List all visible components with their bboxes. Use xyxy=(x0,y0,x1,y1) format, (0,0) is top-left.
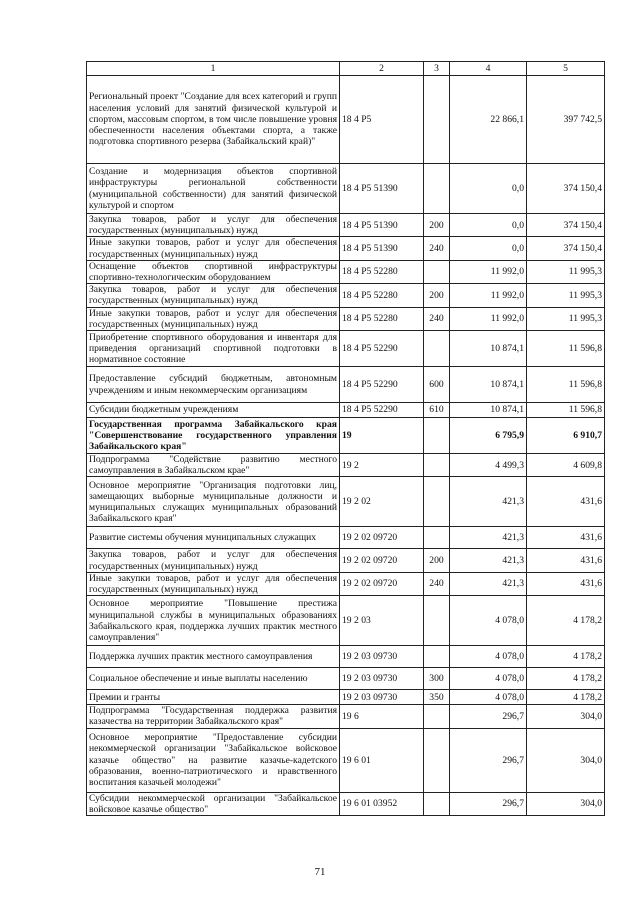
row-expense-type-cell xyxy=(424,477,450,527)
row-code-cell: 19 6 xyxy=(340,705,424,728)
row-expense-type-cell xyxy=(424,260,450,283)
row-name-cell: Развитие системы обучения муниципальных служащих xyxy=(87,527,340,549)
row-expense-type-cell: 240 xyxy=(424,237,450,260)
row-value-year2-cell: 397 742,5 xyxy=(527,76,605,164)
row-expense-type-cell xyxy=(424,454,450,477)
row-value-year1-cell: 421,3 xyxy=(450,527,527,549)
row-name-cell: Приобретение спортивного оборудования и инвентаря для приведения организаций спортивной подготовки в нормативное состояние xyxy=(87,331,340,367)
table-header xyxy=(87,62,605,76)
row-value-year1-cell: 22 866,1 xyxy=(450,76,527,164)
table-row xyxy=(87,367,605,403)
header-row xyxy=(87,62,605,76)
row-value-year1-cell: 0,0 xyxy=(450,214,527,237)
row-value-year1-cell: 10 874,1 xyxy=(450,403,527,418)
row-value-year2-cell: 4 178,2 xyxy=(527,690,605,705)
table-row xyxy=(87,307,605,330)
column-number-3: 3 xyxy=(424,62,450,76)
row-name-cell: Основное мероприятие "Предоставление субсидии некоммерческой организации "Забайкальское войсковое казачье общество" на развитие казачье-кадетского образования, военно-патриотического и нравственного воспитания казачьей молодежи" xyxy=(87,728,340,792)
table-row xyxy=(87,260,605,283)
row-value-year1-cell: 11 992,0 xyxy=(450,260,527,283)
row-value-year2-cell: 11 596,8 xyxy=(527,367,605,403)
table-row xyxy=(87,705,605,728)
row-code-cell: 18 4 P5 52280 xyxy=(340,307,424,330)
row-value-year2-cell: 431,6 xyxy=(527,527,605,549)
row-value-year2-cell: 11 596,8 xyxy=(527,331,605,367)
row-name-cell: Подпрограмма "Содействие развитию местного самоуправления в Забайкальском крае" xyxy=(87,454,340,477)
row-expense-type-cell xyxy=(424,331,450,367)
row-name-cell: Иные закупки товаров, работ и услуг для обеспечения государственных (муниципальных) нужд xyxy=(87,307,340,330)
row-expense-type-cell: 600 xyxy=(424,367,450,403)
row-code-cell: 19 6 01 03952 xyxy=(340,792,424,815)
row-name-cell: Основное мероприятие "Повышение престижа муниципальной службы в муниципальных образованиях Забайкальского края, поддержка лучших практик местного самоуправления" xyxy=(87,596,340,646)
row-code-cell: 18 4 P5 52280 xyxy=(340,284,424,307)
row-name-cell: Подпрограмма "Государственная поддержка развития казачества на территории Забайкальского края" xyxy=(87,705,340,728)
column-number-2: 2 xyxy=(340,62,424,76)
row-value-year1-cell: 0,0 xyxy=(450,164,527,214)
row-expense-type-cell: 350 xyxy=(424,690,450,705)
row-value-year1-cell: 4 078,0 xyxy=(450,596,527,646)
row-code-cell: 19 2 03 09730 xyxy=(340,690,424,705)
row-code-cell: 19 2 03 09730 xyxy=(340,668,424,690)
row-value-year1-cell: 296,7 xyxy=(450,705,527,728)
row-code-cell: 19 6 01 xyxy=(340,728,424,792)
row-expense-type-cell: 240 xyxy=(424,572,450,595)
row-value-year2-cell: 4 178,2 xyxy=(527,646,605,668)
row-expense-type-cell xyxy=(424,527,450,549)
budget-table xyxy=(86,61,605,816)
row-value-year2-cell: 4 178,2 xyxy=(527,668,605,690)
row-value-year1-cell: 0,0 xyxy=(450,237,527,260)
row-expense-type-cell xyxy=(424,596,450,646)
row-code-cell: 18 4 P5 51390 xyxy=(340,164,424,214)
row-code-cell: 18 4 P5 52290 xyxy=(340,331,424,367)
row-name-cell: Закупка товаров, работ и услуг для обеспечения государственных (муниципальных) нужд xyxy=(87,284,340,307)
row-code-cell: 19 xyxy=(340,418,424,454)
row-value-year1-cell: 296,7 xyxy=(450,728,527,792)
table-row xyxy=(87,668,605,690)
row-value-year2-cell: 11 995,3 xyxy=(527,307,605,330)
row-value-year1-cell: 4 078,0 xyxy=(450,668,527,690)
row-name-cell: Создание и модернизация объектов спортивной инфраструктуры региональной собственности (муниципальной собственности) для занятий физической культурой и спортом xyxy=(87,164,340,214)
row-code-cell: 18 4 P5 52290 xyxy=(340,367,424,403)
row-expense-type-cell xyxy=(424,418,450,454)
row-expense-type-cell xyxy=(424,164,450,214)
table-row xyxy=(87,728,605,792)
row-value-year1-cell: 296,7 xyxy=(450,792,527,815)
table-row xyxy=(87,596,605,646)
row-expense-type-cell: 240 xyxy=(424,307,450,330)
row-name-cell: Иные закупки товаров, работ и услуг для обеспечения государственных (муниципальных) нужд xyxy=(87,572,340,595)
column-number-5: 5 xyxy=(527,62,605,76)
column-number-4: 4 xyxy=(450,62,527,76)
row-code-cell: 19 2 02 09720 xyxy=(340,572,424,595)
row-expense-type-cell xyxy=(424,728,450,792)
row-value-year1-cell: 10 874,1 xyxy=(450,367,527,403)
table-row xyxy=(87,549,605,572)
table-row xyxy=(87,477,605,527)
row-expense-type-cell: 200 xyxy=(424,549,450,572)
row-value-year2-cell: 4 178,2 xyxy=(527,596,605,646)
row-value-year1-cell: 421,3 xyxy=(450,549,527,572)
table-row xyxy=(87,690,605,705)
row-expense-type-cell: 610 xyxy=(424,403,450,418)
row-value-year1-cell: 4 078,0 xyxy=(450,690,527,705)
table-row xyxy=(87,527,605,549)
row-value-year2-cell: 304,0 xyxy=(527,705,605,728)
table-row xyxy=(87,792,605,815)
page-number: 71 xyxy=(314,866,326,878)
row-value-year2-cell: 431,6 xyxy=(527,549,605,572)
row-name-cell: Предоставление субсидий бюджетным, автономным учреждениям и иным некоммерческим организациям xyxy=(87,367,340,403)
row-value-year2-cell: 11 995,3 xyxy=(527,260,605,283)
table-row xyxy=(87,214,605,237)
row-name-cell: Государственная программа Забайкальского края "Совершенствование государственного управления Забайкальского края" xyxy=(87,418,340,454)
column-number-1: 1 xyxy=(87,62,340,76)
table-row xyxy=(87,572,605,595)
row-value-year2-cell: 431,6 xyxy=(527,572,605,595)
table-row xyxy=(87,454,605,477)
row-code-cell: 18 4 P5 51390 xyxy=(340,214,424,237)
row-name-cell: Закупка товаров, работ и услуг для обеспечения государственных (муниципальных) нужд xyxy=(87,214,340,237)
row-name-cell: Премии и гранты xyxy=(87,690,340,705)
row-name-cell: Поддержка лучших практик местного самоуправления xyxy=(87,646,340,668)
row-value-year1-cell: 4 499,3 xyxy=(450,454,527,477)
row-value-year1-cell: 11 992,0 xyxy=(450,307,527,330)
row-value-year1-cell: 421,3 xyxy=(450,572,527,595)
table-row xyxy=(87,164,605,214)
row-name-cell: Оснащение объектов спортивной инфраструктуры спортивно-технологическим оборудованием xyxy=(87,260,340,283)
row-name-cell: Закупка товаров, работ и услуг для обеспечения государственных (муниципальных) нужд xyxy=(87,549,340,572)
row-name-cell: Региональный проект "Создание для всех категорий и групп населения условий для занятий физической культурой и спортом, массовым спортом, в том числе повышение уровня обеспеченности населения объектами спорта, а также подготовка спортивного резерва (Забайкальский край)" xyxy=(87,76,340,164)
table-row xyxy=(87,331,605,367)
row-name-cell: Субсидии некоммерческой организации "Забайкальское войсковое казачье общество" xyxy=(87,792,340,815)
row-name-cell: Субсидии бюджетным учреждениям xyxy=(87,403,340,418)
row-expense-type-cell xyxy=(424,646,450,668)
row-value-year1-cell: 11 992,0 xyxy=(450,284,527,307)
row-name-cell: Социальное обеспечение и иные выплаты населению xyxy=(87,668,340,690)
row-code-cell: 19 2 xyxy=(340,454,424,477)
table-row xyxy=(87,403,605,418)
row-value-year2-cell: 6 910,7 xyxy=(527,418,605,454)
row-code-cell: 19 2 02 09720 xyxy=(340,549,424,572)
row-expense-type-cell: 200 xyxy=(424,284,450,307)
row-code-cell: 18 4 P5 52290 xyxy=(340,403,424,418)
row-code-cell: 19 2 03 09730 xyxy=(340,646,424,668)
row-code-cell: 18 4 P5 52280 xyxy=(340,260,424,283)
row-expense-type-cell: 300 xyxy=(424,668,450,690)
row-expense-type-cell xyxy=(424,705,450,728)
row-value-year2-cell: 11 995,3 xyxy=(527,284,605,307)
row-name-cell: Иные закупки товаров, работ и услуг для обеспечения государственных (муниципальных) нужд xyxy=(87,237,340,260)
table-row xyxy=(87,76,605,164)
table-row xyxy=(87,646,605,668)
table-row xyxy=(87,284,605,307)
row-value-year1-cell: 421,3 xyxy=(450,477,527,527)
row-value-year1-cell: 10 874,1 xyxy=(450,331,527,367)
row-value-year2-cell: 374 150,4 xyxy=(527,214,605,237)
row-expense-type-cell: 200 xyxy=(424,214,450,237)
row-value-year1-cell: 6 795,9 xyxy=(450,418,527,454)
table-body xyxy=(87,76,605,816)
row-name-cell: Основное мероприятие "Организация подготовки лиц, замещающих выборные муниципальные должности и муниципальных служащих муниципальных образований Забайкальского края" xyxy=(87,477,340,527)
table-row xyxy=(87,418,605,454)
row-value-year2-cell: 11 596,8 xyxy=(527,403,605,418)
row-code-cell: 19 2 02 xyxy=(340,477,424,527)
row-value-year1-cell: 4 078,0 xyxy=(450,646,527,668)
row-value-year2-cell: 374 150,4 xyxy=(527,164,605,214)
row-code-cell: 18 4 P5 51390 xyxy=(340,237,424,260)
row-value-year2-cell: 374 150,4 xyxy=(527,237,605,260)
table-row xyxy=(87,237,605,260)
row-value-year2-cell: 304,0 xyxy=(527,728,605,792)
row-value-year2-cell: 4 609,8 xyxy=(527,454,605,477)
row-code-cell: 19 2 03 xyxy=(340,596,424,646)
row-expense-type-cell xyxy=(424,76,450,164)
row-value-year2-cell: 304,0 xyxy=(527,792,605,815)
row-code-cell: 19 2 02 09720 xyxy=(340,527,424,549)
row-expense-type-cell xyxy=(424,792,450,815)
row-value-year2-cell: 431,6 xyxy=(527,477,605,527)
row-code-cell: 18 4 P5 xyxy=(340,76,424,164)
